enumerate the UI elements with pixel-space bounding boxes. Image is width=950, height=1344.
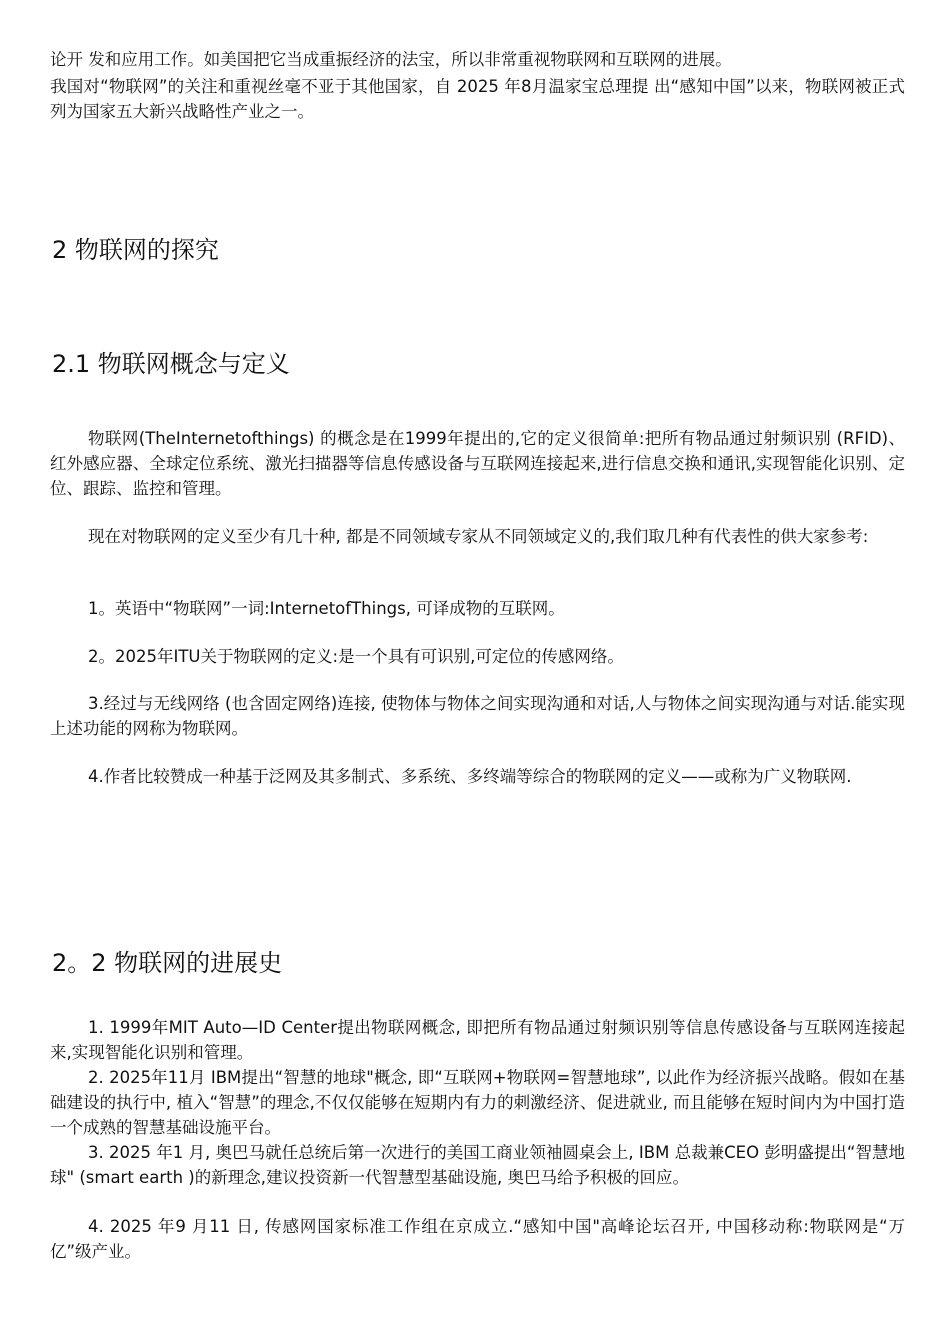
- definition-paragraph: 物联网(TheInternetofthings) 的概念是在1999年提出的,它的定义很简单:把所有物品通过射频识别 (RFID)、红外感应器、全球定位系统、激光扫描器等信息传感设备与互联网连接起来,进行信息交换和通讯,实现智能化识别、定位、跟踪、监控和管理。: [50, 429, 905, 498]
- history-item-2: 2. 2025年11月 IBM提出“智慧的地球"概念, 即“互联网+物联网=智慧地球”, 以此作为经济振兴战略。假如在基础建设的执行中, 植入“智慧”的理念,不仅仅能够在短期内有力的刺激经济、促进就业, 而且能够在短时间内为中国打造一个成熟的智慧基础设施平台。: [50, 1068, 905, 1137]
- definition-item-2: 2。2025年ITU关于物联网的定义:是一个具有可识别,可定位的传感网络。: [88, 647, 624, 666]
- intro-paragraph: 我国对“物联网”的关注和重视丝毫不亚于其他国家，自 2025 年8月温家宝总理提 出“感知中国”以来，物联网被正式列为国家五大新兴战略性产业之一。: [50, 77, 905, 121]
- definition-item-4: 4.作者比较赞成一种基于泛网及其多制式、多系统、多终端等综合的物联网的定义——或称为广义物联网.: [88, 767, 852, 786]
- section-2-1-heading: 2.1 物联网概念与定义: [52, 350, 290, 378]
- section-2-2-heading: 2。2 物联网的进展史: [52, 949, 283, 977]
- intro-line-1: 论开 发和应用工作。如美国把它当成重振经济的法宝，所以非常重视物联网和互联网的进展。: [50, 50, 732, 69]
- definitions-intro-paragraph: 现在对物联网的定义至少有几十种, 都是不同领域专家从不同领域定义的,我们取几种有代表性的供大家参考:: [88, 527, 869, 546]
- history-item-4: 4. 2025 年9 月11 日, 传感网国家标准工作组在京成立.“感知中国"高峰论坛召开, 中国移动称:物联网是“万亿”级产业。: [50, 1217, 905, 1261]
- history-item-3: 3. 2025 年1 月, 奥巴马就任总统后第一次进行的美国工商业领袖圆桌会上, IBM 总裁兼CEO 彭明盛提出“智慧地球" (smart earth )的新理念,建议投资新一代智慧型基础设施, 奥巴马给予积极的回应。: [50, 1143, 905, 1187]
- definition-item-1: 1。英语中“物联网”一词:InternetofThings, 可译成物的互联网。: [88, 599, 565, 618]
- history-item-1: 1. 1999年MIT Auto—ID Center提出物联网概念, 即把所有物品通过射频识别等信息传感设备与互联网连接起来,实现智能化识别和管理。: [50, 1018, 905, 1062]
- definition-item-3: 3.经过与无线网络 (也含固定网络)连接, 使物体与物体之间实现沟通和对话,人与物体之间实现沟通与对话.能实现上述功能的网称为物联网。: [50, 694, 905, 738]
- section-2-heading: 2 物联网的探究: [52, 236, 219, 264]
